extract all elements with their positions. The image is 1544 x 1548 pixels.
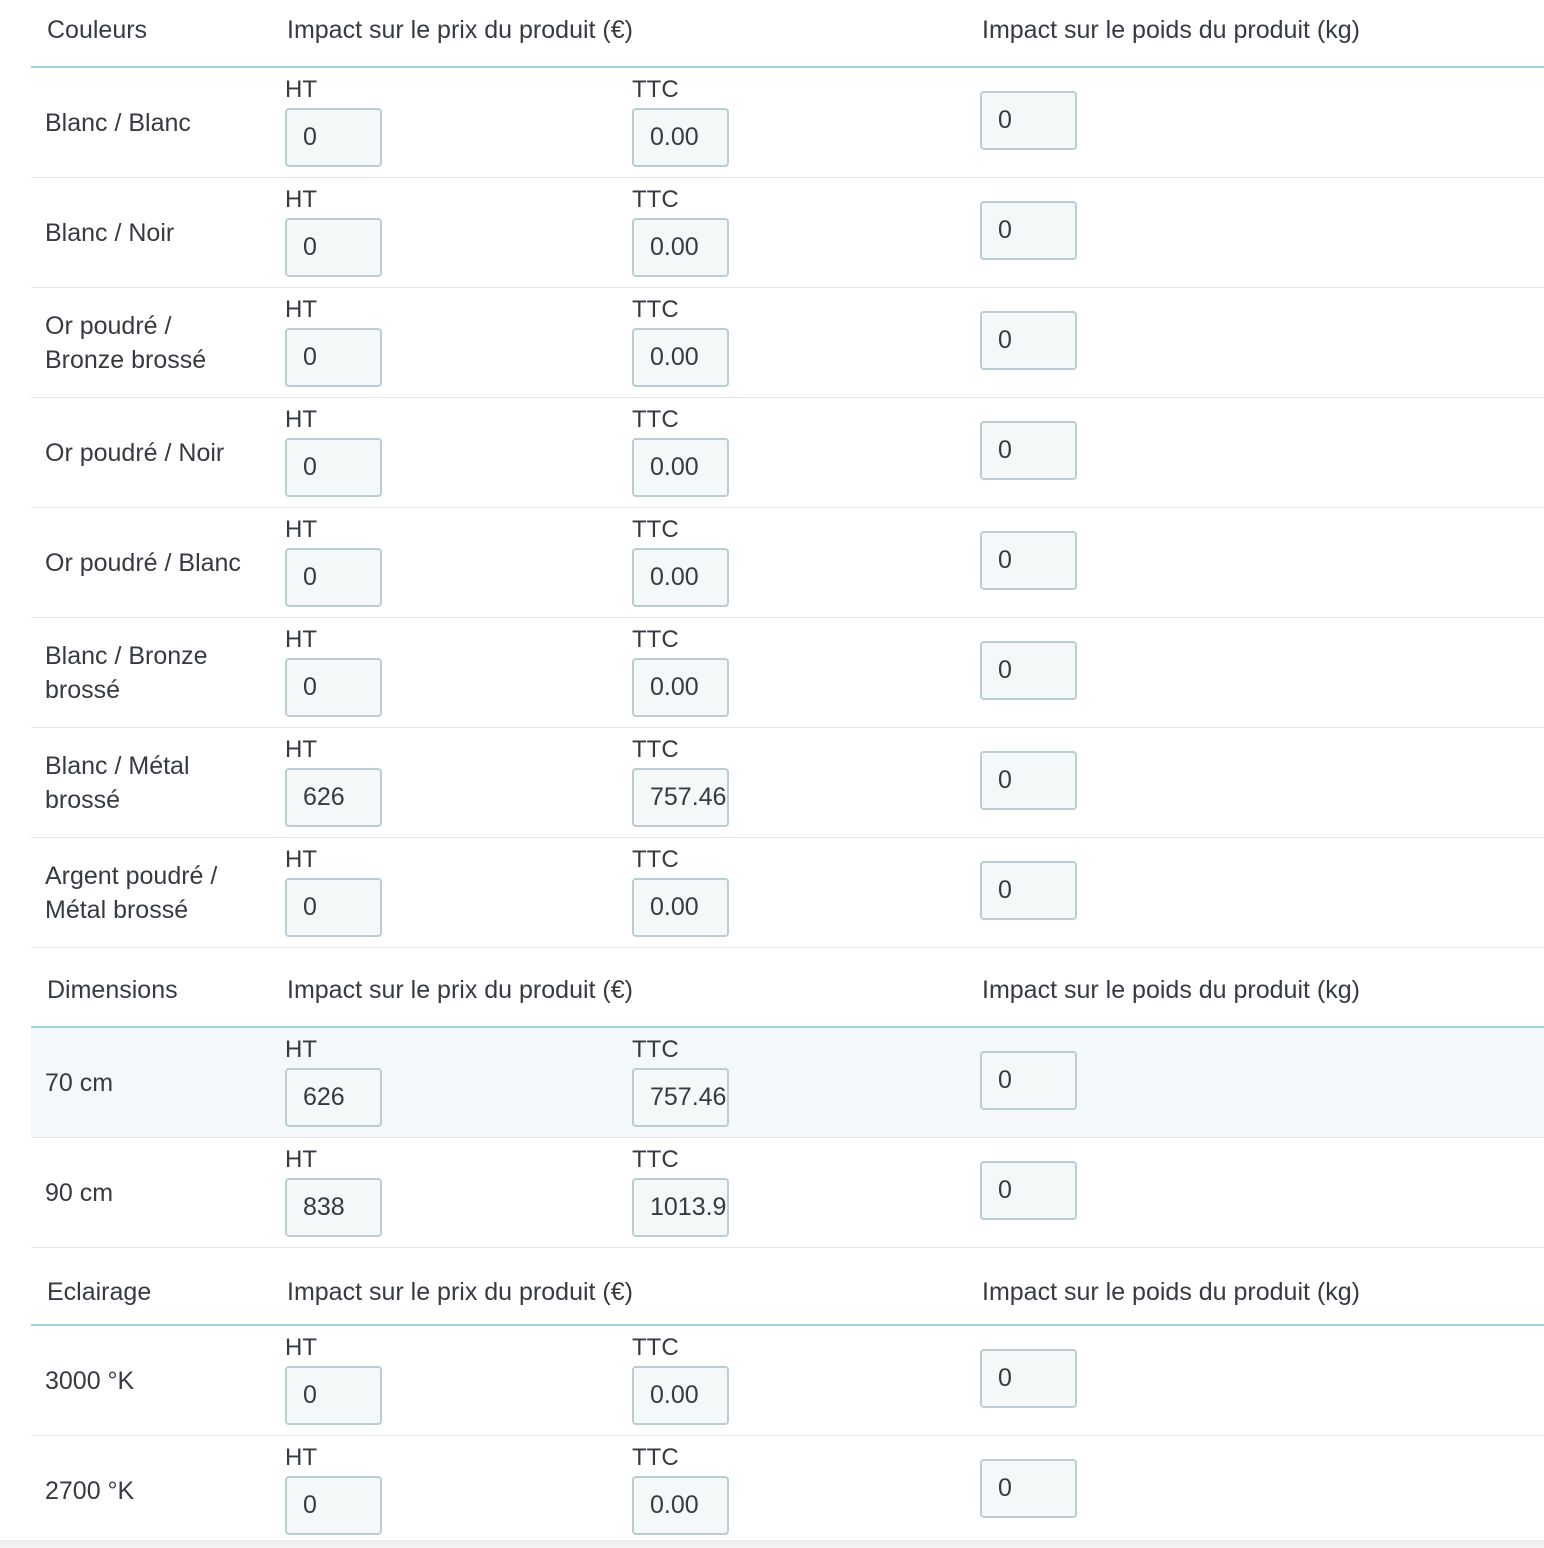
table-row	[31, 508, 1544, 618]
ht-label: HT	[285, 846, 317, 873]
price-impact-header: Impact sur le prix du produit (€)	[287, 976, 633, 1004]
price-ht-input[interactable]	[285, 218, 382, 277]
weight-input[interactable]	[980, 421, 1077, 480]
price-ht-input[interactable]	[285, 328, 382, 387]
group-header	[31, 1248, 1544, 1326]
table-row	[31, 1028, 1544, 1138]
price-ht-input[interactable]	[285, 1366, 382, 1425]
table-row	[31, 288, 1544, 398]
weight-input[interactable]	[980, 531, 1077, 590]
price-ttc-input[interactable]	[632, 768, 729, 827]
ttc-label: TTC	[632, 846, 679, 873]
price-impact-header: Impact sur le prix du produit (€)	[287, 1278, 633, 1306]
combination-label: Blanc / Noir	[45, 218, 175, 247]
price-ttc-input[interactable]	[632, 328, 729, 387]
combination-label: Argent poudré / Métal brossé	[45, 861, 218, 924]
group-header	[31, 948, 1544, 1028]
combination-label: 90 cm	[45, 1178, 114, 1207]
ttc-label: TTC	[632, 736, 679, 763]
price-ttc-input[interactable]	[632, 658, 729, 717]
ht-label: HT	[285, 1444, 317, 1471]
price-ht-input[interactable]	[285, 658, 382, 717]
weight-input[interactable]	[980, 1459, 1077, 1518]
price-ttc-input[interactable]	[632, 108, 729, 167]
ht-label: HT	[285, 406, 317, 433]
weight-input[interactable]	[980, 641, 1077, 700]
price-ht-input[interactable]	[285, 1476, 382, 1535]
group-dimensions	[0, 948, 1544, 1248]
ttc-label: TTC	[632, 1334, 679, 1361]
weight-input[interactable]	[980, 201, 1077, 260]
weight-input[interactable]	[980, 751, 1077, 810]
weight-input[interactable]	[980, 91, 1077, 150]
combination-label: Blanc / Métal brossé	[45, 751, 190, 814]
ttc-label: TTC	[632, 296, 679, 323]
price-ttc-input[interactable]	[632, 1068, 729, 1127]
weight-input[interactable]	[980, 311, 1077, 370]
weight-input[interactable]	[980, 1161, 1077, 1220]
table-row	[31, 728, 1544, 838]
ht-label: HT	[285, 186, 317, 213]
price-ht-input[interactable]	[285, 548, 382, 607]
price-ht-input[interactable]	[285, 1178, 382, 1237]
price-ht-input[interactable]	[285, 878, 382, 937]
price-ttc-input[interactable]	[632, 218, 729, 277]
ht-label: HT	[285, 736, 317, 763]
page-bottom-edge	[0, 1540, 1544, 1548]
group-name: Couleurs	[47, 16, 148, 44]
price-ht-input[interactable]	[285, 1068, 382, 1127]
ttc-label: TTC	[632, 626, 679, 653]
table-row	[31, 1326, 1544, 1436]
weight-impact-header: Impact sur le poids du produit (kg)	[982, 16, 1360, 44]
combination-label: Or poudré / Blanc	[45, 548, 241, 577]
ttc-label: TTC	[632, 1036, 679, 1063]
weight-input[interactable]	[980, 1349, 1077, 1408]
ttc-label: TTC	[632, 406, 679, 433]
ht-label: HT	[285, 1334, 317, 1361]
weight-impact-header: Impact sur le poids du produit (kg)	[982, 976, 1360, 1004]
price-ht-input[interactable]	[285, 108, 382, 167]
table-row	[31, 1436, 1544, 1546]
table-row	[31, 178, 1544, 288]
group-eclairage	[0, 1248, 1544, 1546]
group-name: Dimensions	[47, 976, 178, 1004]
ht-label: HT	[285, 516, 317, 543]
ttc-label: TTC	[632, 1444, 679, 1471]
ht-label: HT	[285, 626, 317, 653]
weight-input[interactable]	[980, 1051, 1077, 1110]
price-ttc-input[interactable]	[632, 438, 729, 497]
table-row	[31, 1138, 1544, 1248]
price-impact-header: Impact sur le prix du produit (€)	[287, 16, 633, 44]
ht-label: HT	[285, 296, 317, 323]
ttc-label: TTC	[632, 1146, 679, 1173]
ht-label: HT	[285, 76, 317, 103]
ttc-label: TTC	[632, 76, 679, 103]
group-name: Eclairage	[47, 1278, 152, 1306]
ht-label: HT	[285, 1036, 317, 1063]
ttc-label: TTC	[632, 186, 679, 213]
group-header	[31, 0, 1544, 68]
ttc-label: TTC	[632, 516, 679, 543]
price-ht-input[interactable]	[285, 438, 382, 497]
combination-label: Blanc / Bronze brossé	[45, 641, 208, 704]
combination-label: Or poudré / Bronze brossé	[45, 311, 207, 374]
table-row	[31, 68, 1544, 178]
price-ht-input[interactable]	[285, 768, 382, 827]
price-ttc-input[interactable]	[632, 1476, 729, 1535]
weight-impact-header: Impact sur le poids du produit (kg)	[982, 1278, 1360, 1306]
table-row	[31, 398, 1544, 508]
combination-label: Blanc / Blanc	[45, 108, 191, 137]
price-ttc-input[interactable]	[632, 1366, 729, 1425]
table-row	[31, 838, 1544, 948]
weight-input[interactable]	[980, 861, 1077, 920]
price-ttc-input[interactable]	[632, 1178, 729, 1237]
price-ttc-input[interactable]	[632, 548, 729, 607]
combination-label: 3000 °K	[45, 1366, 135, 1395]
price-ttc-input[interactable]	[632, 878, 729, 937]
combination-label: 70 cm	[45, 1068, 114, 1097]
ht-label: HT	[285, 1146, 317, 1173]
combination-label: 2700 °K	[45, 1476, 135, 1505]
table-row	[31, 618, 1544, 728]
combination-label: Or poudré / Noir	[45, 438, 225, 467]
